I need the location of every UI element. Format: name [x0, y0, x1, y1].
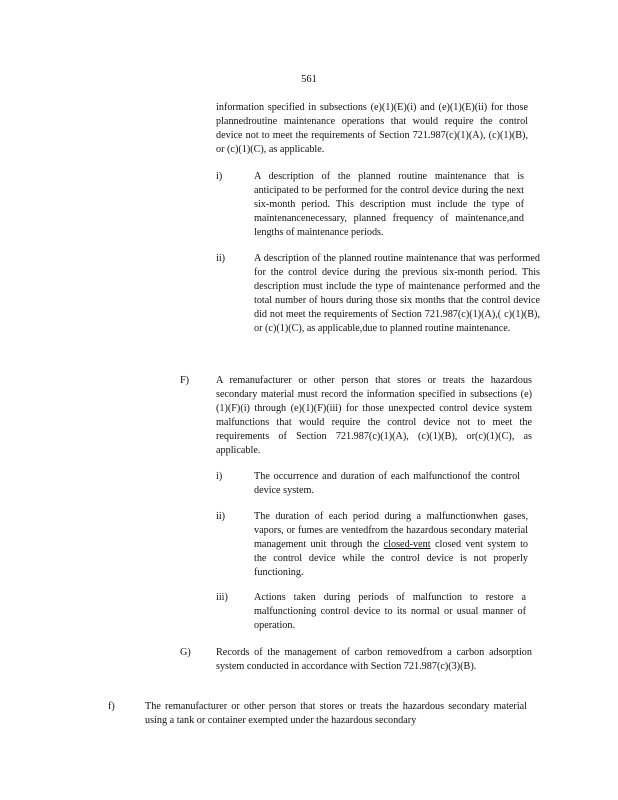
- item-F-iii-text: Actions taken during periods of malfunction to restore a malfunctioning control device to its normal or usual manner of operation.: [254, 592, 526, 631]
- underlined-insertion: closed-vent: [383, 539, 431, 550]
- item-F-text: A remanufacturer or other person that stores or treats the hazardous secondary material must record the information specified in subsections (e)(1)(F)(i) through (e)(1)(F)(iii) for those unexpected control device system malfunctions that would require the control device not to meet the requirements of Section 721.987(c)(1)(A), (c)(1)(B), or(c)(1)(C), as applicable.: [216, 375, 532, 456]
- item-F-i-text: The occurrence and duration of each malfunctionof the control device system.: [254, 471, 520, 496]
- page-number: 561: [301, 74, 317, 85]
- item-E-i-text: A description of the planned routine maintenance that is anticipated to be performed for the control device during the next six-month period. This description must include the type of maintenancenecessary, planned frequency of maintenance,and lengths of maintenance periods.: [254, 171, 524, 238]
- item-F-ii-label: ii): [216, 511, 226, 522]
- intro-paragraph: information specified in subsections (e)(1)(E)(i) and (e)(1)(E)(ii) for those plannedroutine maintenance operations that would require the control device not to meet the requirements of Section 721.987(c)(1)(A), (c)(1)(B), or (c)(1)(C), as applicable.: [216, 102, 528, 155]
- item-F-iii-label: iii): [216, 592, 228, 603]
- item-F-ii-text: [254, 510, 528, 580]
- item-f-text: The remanufacturer or other person that stores or treats the hazardous secondary material using a tank or container exempted under the hazardous secondary: [145, 701, 527, 726]
- item-E-ii-text: A description of the planned routine maintenance that was performed for the control device during the previous six-month period. This description must include the type of maintenance performed and the total number of hours during those six months that the control device did not meet the requirements of Section 721.987(c)(1)(A),( c)(1)(B), or (c)(1)(C), as applicable,due to planned routine maintenance.: [254, 253, 540, 334]
- item-F-i-label: i): [216, 471, 223, 482]
- item-f-label: f): [108, 701, 115, 712]
- item-G-label: G): [180, 647, 191, 658]
- item-F-label: F): [180, 375, 190, 386]
- item-F-ii-text-after: closed vent system to the control device while the control device is not properly functioning.: [254, 539, 528, 578]
- item-G-text: Records of the management of carbon removedfrom a carbon adsorption system conducted in accordance with Section 721.987(c)(3)(B).: [216, 647, 532, 672]
- item-E-i-label: i): [216, 171, 223, 182]
- item-F-ii-text-before: The duration of each period during a malfunctionwhen gases, vapors, or fumes are ventedfrom the hazardous secondary material management unit through the: [254, 511, 528, 550]
- item-E-ii-label: ii): [216, 253, 226, 264]
